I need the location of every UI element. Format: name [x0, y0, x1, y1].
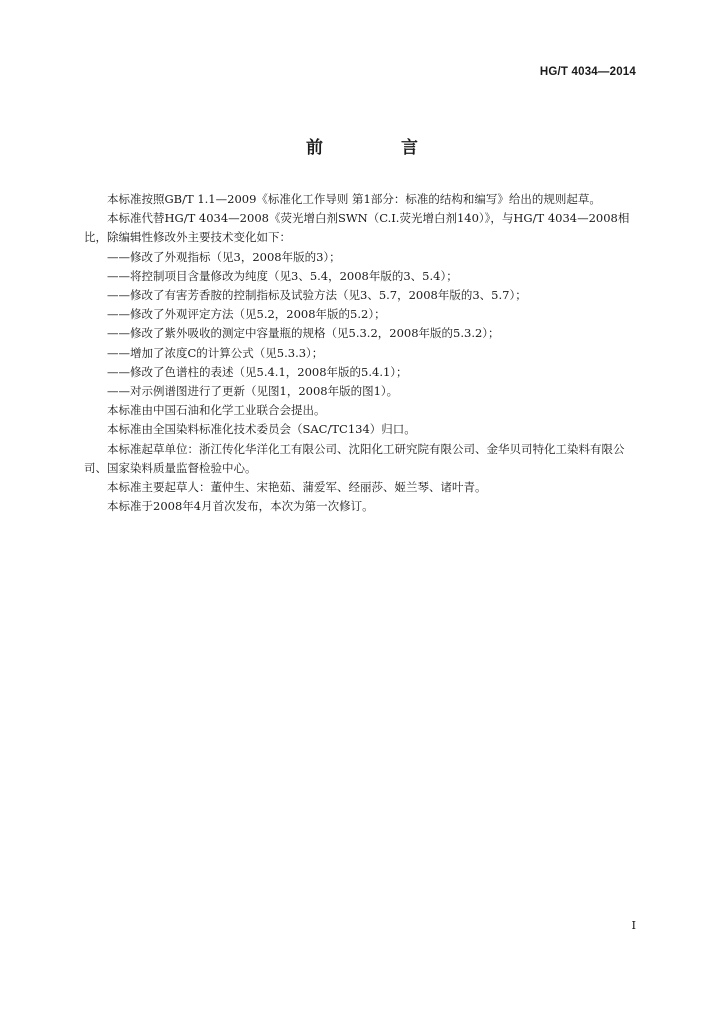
intro-paragraph-drafting-rule: 本标准按照GB/T 1.1—2009《标准化工作导则 第1部分：标准的结构和编写》给出的规则起草。 — [107, 192, 601, 206]
centralized-by-paragraph: 本标准由全国染料标准化技术委员会（SAC/TC134）归口。 — [107, 422, 416, 437]
drafters-paragraph: 本标准主要起草人：董仲生、宋艳茹、蒲爱军、经丽莎、姬兰琴、诸叶青。 — [107, 480, 487, 495]
list-item: ——修改了色谱柱的表述（见5.4.1，2008年版的5.4.1）； — [107, 364, 408, 379]
page-title: 前 言 — [306, 138, 454, 158]
list-item: ——对示例谱图进行了更新（见图1，2008年版的图1）。 — [107, 384, 399, 399]
list-item: ——修改了有害芳香胺的控制指标及试验方法（见3、5.7，2008年版的3、5.7）； — [107, 288, 527, 303]
list-item: ——增加了浓度C的计算公式（见5.3.3）； — [107, 345, 324, 360]
list-item: ——将控制项目含量修改为纯度（见3、5.4，2008年版的3、5.4）； — [107, 268, 458, 283]
list-item: ——修改了外观评定方法（见5.2，2008年版的5.2）； — [107, 307, 386, 322]
publication-history-paragraph: 本标准于2008年4月首次发布，本次为第一次修订。 — [107, 499, 374, 514]
drafting-units-paragraph: 本标准起草单位：浙江传化华洋化工有限公司、沈阳化工研究院有限公司、金华贝司特化工染料有限公司、国家染料质量监督检验中心。 — [84, 441, 625, 475]
intro-paragraph-replacement: 本标准代替HG/T 4034—2008《荧光增白剂SWN（C.I.荧光增白剂140）》，与HG/T 4034—2008相比，除编辑性修改外主要技术变化如下： — [84, 211, 630, 245]
list-item: ——修改了外观指标（见3，2008年版的3）； — [107, 249, 341, 264]
document-body — [84, 190, 644, 516]
list-item: ——修改了紫外吸收的测定中容量瓶的规格（见5.3.2，2008年版的5.3.2）； — [107, 326, 500, 341]
page-number: I — [631, 918, 636, 932]
proposed-by-paragraph: 本标准由中国石油和化学工业联合会提出。 — [107, 403, 326, 418]
technical-changes-list — [84, 248, 644, 402]
standard-code-header: HG/T 4034—2014 — [539, 66, 636, 78]
